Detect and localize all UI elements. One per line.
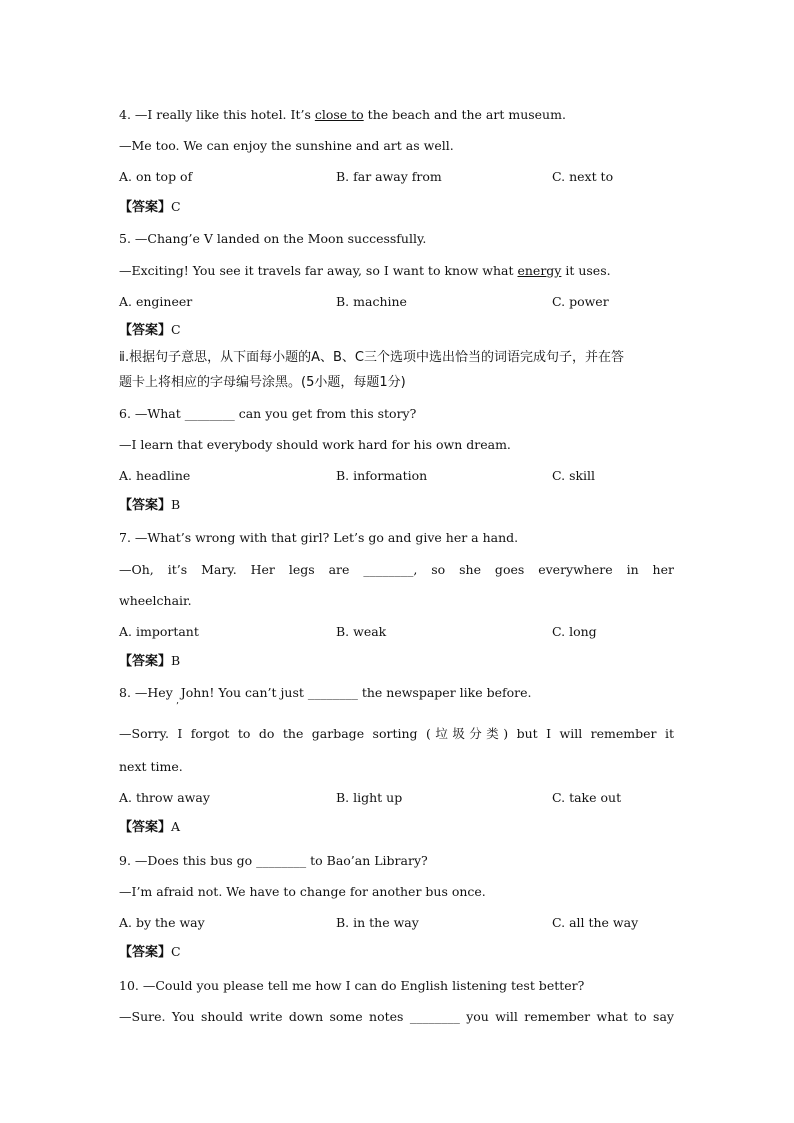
- q7-option-c: C. long: [552, 624, 597, 639]
- q6-question-line: 6. —What ________ can you get from this story?: [119, 406, 417, 421]
- q4-text-pre: 4. —I really like this hotel. It’s: [119, 107, 315, 122]
- answer-label: 【答案】: [119, 654, 172, 669]
- q9-answer: [119, 944, 181, 961]
- answer-value: C: [171, 322, 181, 337]
- q8-response-line-cont: next time.: [119, 759, 183, 774]
- q6-answer: [119, 497, 180, 514]
- q4-option-a: A. on top of: [119, 169, 193, 184]
- section-instruction-line2: 题卡上将相应的字母编号涂黑。(5小题，每题1分): [119, 375, 406, 390]
- q9-option-c: C. all the way: [552, 915, 639, 930]
- answer-label: 【答案】: [119, 200, 172, 215]
- q7-option-b: B. weak: [336, 624, 387, 639]
- q4-answer: [119, 199, 181, 216]
- q5-option-c: C. power: [552, 294, 609, 309]
- q6-option-c: C. skill: [552, 468, 596, 483]
- q7-option-a: A. important: [119, 624, 199, 639]
- section-instruction-line1: ⅱ.根据句子意思，从下面每小题的A、B、C三个选项中选出恰当的词语完成句子，并在答: [119, 350, 624, 365]
- q6-option-b: B. information: [336, 468, 428, 483]
- q8-option-c: C. take out: [552, 790, 622, 805]
- answer-value: B: [171, 497, 181, 512]
- q4-underlined-phrase: close to: [314, 107, 364, 122]
- q5-text-pre: —Exciting! You see it travels far away, so I want to know what: [119, 263, 518, 278]
- q9-option-b: B. in the way: [336, 915, 419, 930]
- q4-response-line: —Me too. We can enjoy the sunshine and art as well.: [119, 138, 454, 153]
- q7-response-line-cont: wheelchair.: [119, 593, 192, 608]
- q5-option-a: A. engineer: [119, 294, 193, 309]
- q9-response-line: —I’m afraid not. We have to change for another bus once.: [119, 884, 486, 899]
- q7-response-line: —Oh, it’s Mary. Her legs are ________, so she goes everywhere in her: [119, 562, 674, 577]
- q10-response-line: —Sure. You should write down some notes ________ you will remember what to say: [119, 1009, 674, 1024]
- q5-option-b: B. machine: [336, 294, 407, 309]
- q4-option-b: B. far away from: [336, 169, 442, 184]
- q7-question-line: 7. —What’s wrong with that girl? Let’s go and give her a hand.: [119, 530, 519, 545]
- answer-value: A: [171, 819, 181, 834]
- q5-response-line: [119, 263, 611, 279]
- q5-answer: [119, 322, 181, 339]
- q5-question-line: 5. —Chang’e V landed on the Moon successfully.: [119, 231, 427, 246]
- q8-stray-comma-mark: ’: [176, 702, 179, 712]
- answer-value: C: [171, 199, 181, 214]
- q8-answer: [119, 819, 180, 836]
- answer-label: 【答案】: [119, 498, 172, 513]
- q6-response-line: —I learn that everybody should work hard for his own dream.: [119, 437, 511, 452]
- q4-text-post: the beach and the art museum.: [363, 107, 566, 122]
- q6-option-a: A. headline: [119, 468, 191, 483]
- q5-underlined-word: energy: [517, 263, 562, 278]
- answer-value: C: [171, 944, 181, 959]
- answer-label: 【答案】: [119, 945, 172, 960]
- answer-label: 【答案】: [119, 323, 172, 338]
- q5-text-post: it uses.: [561, 263, 611, 278]
- q7-answer: [119, 653, 180, 670]
- q10-question-line: 10. —Could you please tell me how I can do English listening test better?: [119, 978, 585, 993]
- q9-question-line: 9. —Does this bus go ________ to Bao’an Library?: [119, 853, 428, 868]
- answer-label: 【答案】: [119, 820, 172, 835]
- q8-question-line: 8. —Hey John! You can’t just ________ the newspaper like before.: [119, 685, 532, 700]
- q8-option-b: B. light up: [336, 790, 403, 805]
- q9-option-a: A. by the way: [119, 915, 205, 930]
- answer-value: B: [171, 653, 181, 668]
- q8-response-line: —Sorry. I forgot to do the garbage sorting (垃圾分类) but I will remember it: [119, 726, 674, 741]
- q4-option-c: C. next to: [552, 169, 614, 184]
- q8-option-a: A. throw away: [119, 790, 210, 805]
- q4-question-line: [119, 107, 566, 123]
